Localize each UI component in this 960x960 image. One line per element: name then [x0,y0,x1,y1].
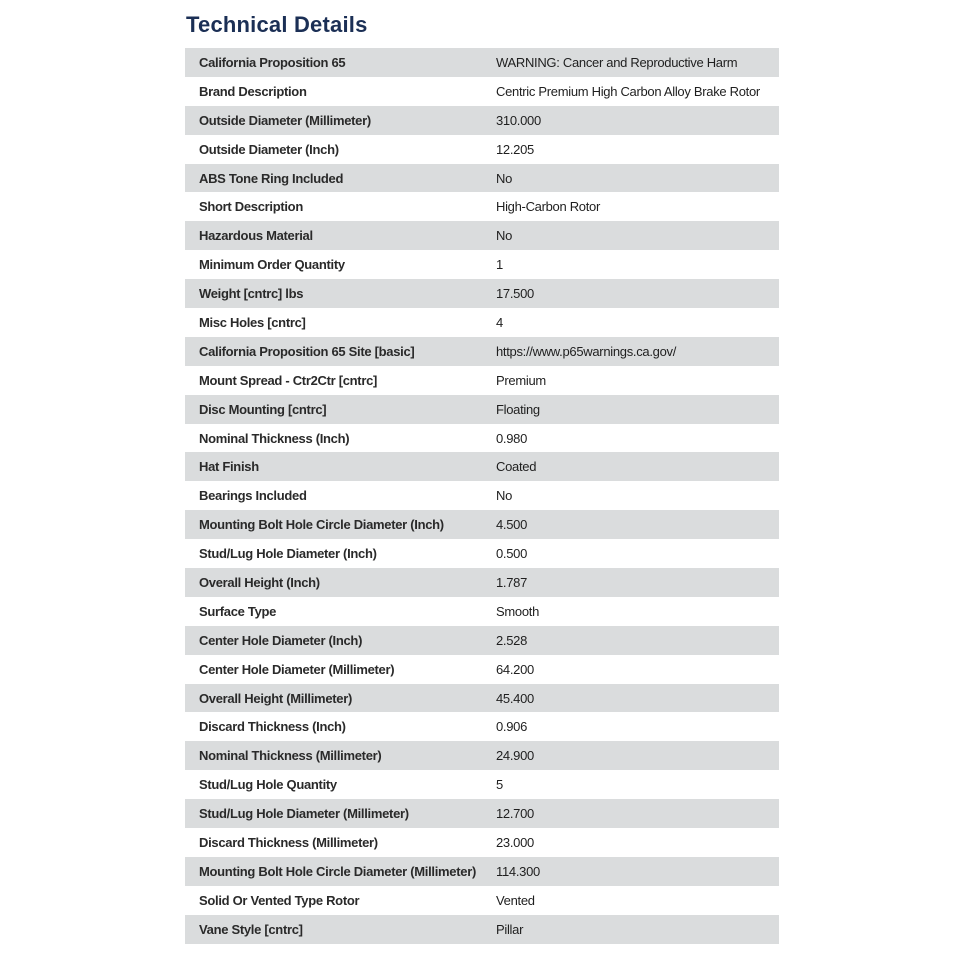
row-label: Bearings Included [199,488,307,504]
row-label: Outside Diameter (Inch) [199,141,339,157]
row-label: Brand Description [199,83,307,99]
technical-details-table [185,48,779,944]
row-label: Overall Height (Millimeter) [199,690,352,706]
row-value: 23.000 [496,834,534,850]
row-value: Premium [496,372,546,388]
table-row [185,828,779,857]
row-value: No [496,488,513,504]
table-row [185,337,779,366]
row-label: Solid Or Vented Type Rotor [199,892,360,908]
row-label: Vane Style [cntrc] [199,921,303,937]
row-label: Stud/Lug Hole Quantity [199,777,337,793]
row-value: Floating [496,401,540,417]
row-value: Smooth [496,603,540,619]
row-value: WARNING: Cancer and Reproductive Harm [496,54,738,70]
row-value: 5 [496,777,503,793]
table-row [185,539,779,568]
table-row [185,279,779,308]
row-value: No [496,228,513,244]
row-label: Misc Holes [cntrc] [199,314,306,330]
table-row [185,799,779,828]
row-label: Discard Thickness (Inch) [199,719,346,735]
table-row [185,655,779,684]
table-row [185,424,779,453]
table-row [185,481,779,510]
table-row [185,452,779,481]
row-label: Mounting Bolt Hole Circle Diameter (Inch) [199,517,444,533]
row-label: Discard Thickness (Millimeter) [199,834,378,850]
row-label: Hazardous Material [199,228,313,244]
row-value: No [496,170,513,186]
table-row [185,135,779,164]
table-row [185,857,779,886]
row-value: 1 [496,257,503,273]
row-label: California Proposition 65 [199,54,346,70]
page-title: Technical Details [186,12,368,37]
row-value: 0.500 [496,546,528,562]
row-value: Vented [496,892,535,908]
row-label: Center Hole Diameter (Inch) [199,632,363,648]
row-value: 12.205 [496,141,534,157]
row-label: Short Description [199,199,303,215]
table-row [185,626,779,655]
row-value: 4 [496,314,503,330]
table-row [185,221,779,250]
table-row [185,886,779,915]
table-row [185,250,779,279]
table-row [185,770,779,799]
row-label: Center Hole Diameter (Millimeter) [199,661,395,677]
row-value: 64.200 [496,661,534,677]
table-row [185,48,779,77]
row-label: Stud/Lug Hole Diameter (Millimeter) [199,806,409,822]
table-row [185,712,779,741]
row-label: Nominal Thickness (Millimeter) [199,748,382,764]
table-row [185,106,779,135]
table-row [185,192,779,221]
row-label: Nominal Thickness (Inch) [199,430,350,446]
table-row [185,308,779,337]
row-value: 17.500 [496,286,534,302]
table-row [185,597,779,626]
row-label: Overall Height (Inch) [199,574,320,590]
table-row [185,395,779,424]
row-value: 24.900 [496,748,534,764]
row-value: https://www.p65warnings.ca.gov/ [496,343,677,359]
table-row [185,741,779,770]
row-value: 45.400 [496,690,534,706]
row-value: 0.980 [496,430,528,446]
row-label: Minimum Order Quantity [199,257,345,273]
row-value: Coated [496,459,537,475]
table-row [185,510,779,539]
row-value: 0.906 [496,719,528,735]
row-value: 4.500 [496,517,528,533]
table-body [185,48,779,944]
row-label: Mounting Bolt Hole Circle Diameter (Millimeter) [199,863,476,879]
table-row [185,164,779,193]
row-label: ABS Tone Ring Included [199,170,344,186]
table-row [185,915,779,944]
row-label: Disc Mounting [cntrc] [199,401,327,417]
row-label: Mount Spread - Ctr2Ctr [cntrc] [199,372,378,388]
row-value: 2.528 [496,632,528,648]
row-value: Centric Premium High Carbon Alloy Brake Rotor [496,83,760,99]
row-value: 1.787 [496,574,528,590]
table-row [185,366,779,395]
row-value: 114.300 [496,863,540,879]
row-label: Hat Finish [199,459,259,475]
row-value: Pillar [496,921,524,937]
row-label: Surface Type [199,603,277,619]
row-label: Stud/Lug Hole Diameter (Inch) [199,546,377,562]
row-label: California Proposition 65 Site [basic] [199,343,415,359]
table-row [185,568,779,597]
row-label: Outside Diameter (Millimeter) [199,112,371,128]
row-value: 12.700 [496,806,534,822]
row-value: High-Carbon Rotor [496,199,601,215]
row-value: 310.000 [496,112,541,128]
table-row [185,684,779,713]
row-label: Weight [cntrc] lbs [199,286,304,302]
table-row [185,77,779,106]
